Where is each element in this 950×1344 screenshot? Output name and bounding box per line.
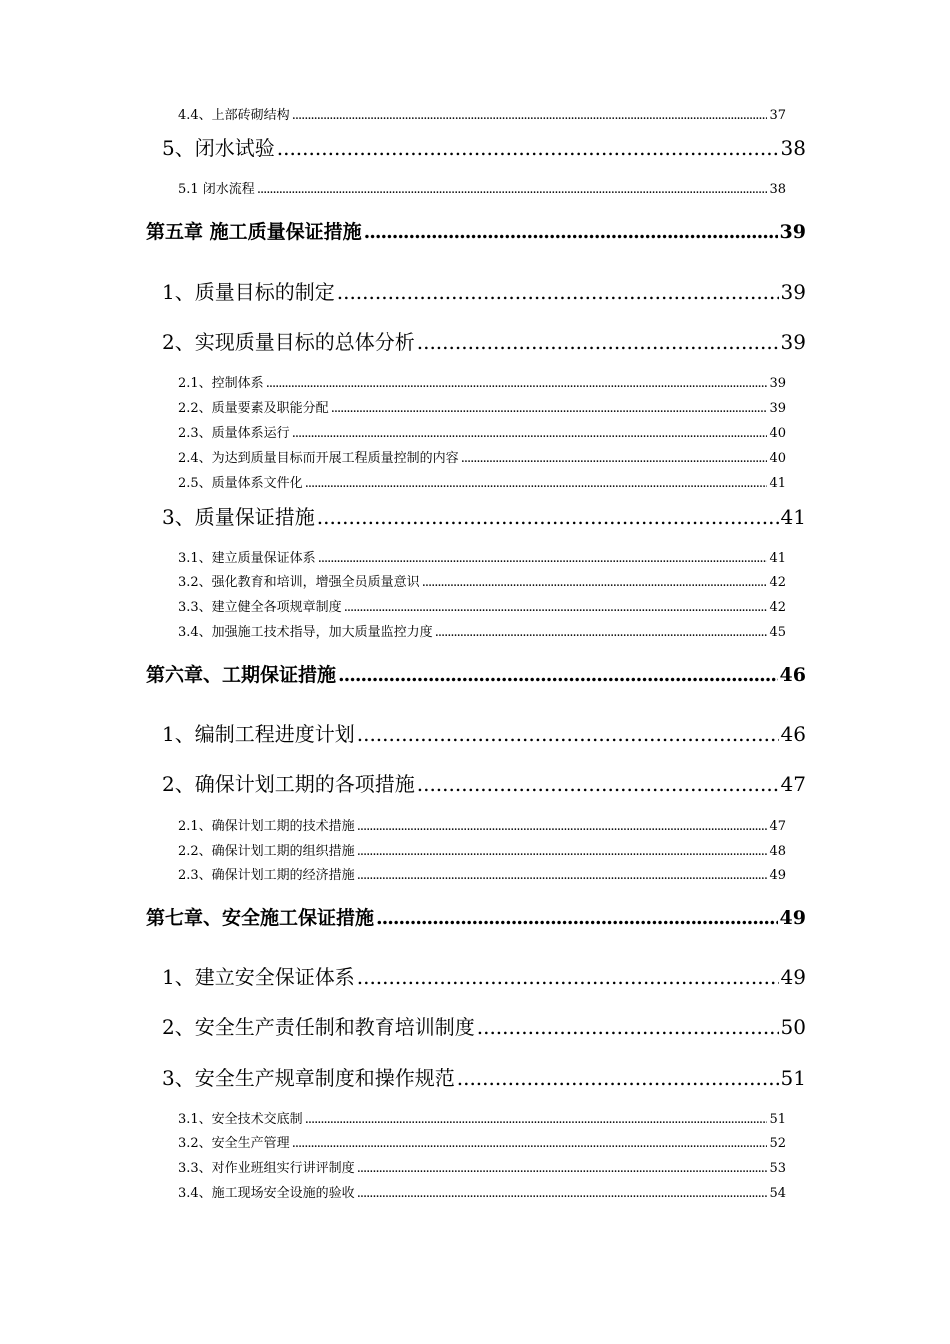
toc-subsection-entry[interactable] (178, 178, 786, 196)
toc-entry-title: 3、安全生产规章制度和操作规范 (162, 1066, 455, 1090)
toc-dot-leader (417, 772, 779, 796)
toc-entry-title: 4.4、上部砖砌结构 (178, 108, 290, 123)
toc-subsection-entry[interactable] (178, 1157, 786, 1175)
toc-entry-page-number: 42 (769, 575, 786, 590)
toc-dot-leader (357, 868, 768, 883)
toc-dot-leader (292, 1136, 768, 1151)
toc-entry-page-number: 37 (769, 108, 786, 123)
toc-entry-page-number: 49 (780, 965, 806, 989)
toc-subsection-entry[interactable] (178, 397, 786, 415)
toc-chapter-entry[interactable] (146, 903, 806, 929)
toc-dot-leader (357, 1161, 768, 1176)
toc-subsection-entry[interactable] (178, 1182, 786, 1200)
toc-entry-page-number: 39 (769, 401, 786, 416)
toc-entry-title: 2.1、确保计划工期的技术措施 (178, 819, 355, 834)
toc-entry-page-number: 49 (769, 868, 786, 883)
toc-subsection-entry[interactable] (178, 1132, 786, 1150)
toc-entry-page-number: 41 (769, 551, 786, 566)
toc-entry-title: 2.2、确保计划工期的组织措施 (178, 844, 355, 859)
toc-subsection-entry[interactable] (178, 104, 786, 122)
toc-dot-leader (337, 280, 779, 304)
toc-dot-leader (477, 1015, 779, 1039)
toc-entry-title: 2.4、为达到质量目标而开展工程质量控制的内容 (178, 451, 459, 466)
toc-section-entry[interactable] (162, 132, 806, 160)
toc-chapter-entry[interactable] (146, 660, 806, 686)
toc-section-entry[interactable] (162, 501, 806, 529)
toc-section-entry[interactable] (162, 768, 806, 796)
toc-entry-page-number: 41 (780, 505, 806, 529)
toc-dot-leader (435, 625, 768, 640)
toc-dot-leader (357, 819, 768, 834)
toc-entry-page-number: 46 (779, 664, 806, 686)
toc-entry-title: 1、质量目标的制定 (162, 280, 335, 304)
toc-subsection-entry[interactable] (178, 422, 786, 440)
toc-entry-title: 2.3、质量体系运行 (178, 426, 290, 441)
toc-dot-leader (317, 505, 779, 529)
toc-section-entry[interactable] (162, 1011, 806, 1039)
toc-entry-page-number: 40 (769, 426, 786, 441)
toc-dot-leader (364, 221, 778, 243)
toc-entry-page-number: 38 (769, 182, 786, 197)
toc-entry-page-number: 39 (769, 376, 786, 391)
toc-chapter-entry[interactable] (146, 217, 806, 243)
toc-entry-title: 第七章、安全施工保证措施 (146, 907, 375, 929)
toc-entry-page-number: 51 (780, 1066, 806, 1090)
toc-dot-leader (292, 426, 768, 441)
toc-entry-page-number: 50 (780, 1015, 806, 1039)
toc-entry-title: 5、闭水试验 (162, 136, 275, 160)
toc-section-entry[interactable] (162, 276, 806, 304)
toc-section-entry[interactable] (162, 961, 806, 989)
toc-subsection-entry[interactable] (178, 815, 786, 833)
toc-entry-page-number: 49 (779, 907, 806, 929)
toc-entry-page-number: 51 (769, 1112, 786, 1127)
toc-dot-leader (422, 575, 768, 590)
toc-entry-title: 3.1、建立质量保证体系 (178, 551, 316, 566)
toc-entry-page-number: 39 (780, 280, 806, 304)
toc-entry-page-number: 45 (769, 625, 786, 640)
toc-dot-leader (266, 376, 768, 391)
toc-dot-leader (344, 600, 768, 615)
toc-entry-page-number: 46 (780, 722, 806, 746)
toc-entry-page-number: 47 (780, 772, 806, 796)
toc-dot-leader (305, 476, 768, 491)
toc-entry-page-number: 48 (769, 844, 786, 859)
toc-entry-page-number: 47 (769, 819, 786, 834)
toc-entry-title: 2、确保计划工期的各项措施 (162, 772, 415, 796)
toc-dot-leader (357, 1186, 768, 1201)
toc-section-entry[interactable] (162, 326, 806, 354)
toc-subsection-entry[interactable] (178, 596, 786, 614)
toc-entry-title: 2、实现质量目标的总体分析 (162, 330, 415, 354)
toc-entry-title: 第五章 施工质量保证措施 (146, 221, 362, 243)
toc-entry-page-number: 53 (769, 1161, 786, 1176)
toc-dot-leader (357, 965, 779, 989)
toc-entry-title: 3.2、安全生产管理 (178, 1136, 290, 1151)
toc-subsection-entry[interactable] (178, 1108, 786, 1126)
toc-dot-leader (292, 108, 768, 123)
toc-dot-leader (417, 330, 779, 354)
toc-subsection-entry[interactable] (178, 864, 786, 882)
toc-entry-title: 3.2、强化教育和培训，增强全员质量意识 (178, 575, 420, 590)
toc-entry-title: 1、建立安全保证体系 (162, 965, 355, 989)
toc-entry-title: 2、安全生产责任制和教育培训制度 (162, 1015, 475, 1039)
toc-subsection-entry[interactable] (178, 621, 786, 639)
toc-entry-title: 2.5、质量体系文件化 (178, 476, 303, 491)
toc-entry-title: 3.1、安全技术交底制 (178, 1112, 303, 1127)
toc-entry-page-number: 39 (780, 330, 806, 354)
toc-subsection-entry[interactable] (178, 840, 786, 858)
toc-entry-title: 3.3、对作业班组实行讲评制度 (178, 1161, 355, 1176)
toc-dot-leader (376, 907, 778, 929)
toc-section-entry[interactable] (162, 718, 806, 746)
toc-dot-leader (461, 451, 768, 466)
toc-entry-title: 1、编制工程进度计划 (162, 722, 355, 746)
toc-dot-leader (338, 664, 778, 686)
toc-dot-leader (318, 551, 768, 566)
toc-subsection-entry[interactable] (178, 571, 786, 589)
toc-subsection-entry[interactable] (178, 547, 786, 565)
toc-entry-page-number: 52 (769, 1136, 786, 1151)
toc-section-entry[interactable] (162, 1062, 806, 1090)
toc-entry-title: 2.1、控制体系 (178, 376, 264, 391)
toc-dot-leader (357, 722, 779, 746)
toc-dot-leader (331, 401, 768, 416)
toc-entry-page-number: 54 (769, 1186, 786, 1201)
toc-dot-leader (257, 182, 768, 197)
toc-entry-page-number: 40 (769, 451, 786, 466)
toc-subsection-entry[interactable] (178, 472, 786, 490)
toc-entry-title: 2.2、质量要素及职能分配 (178, 401, 329, 416)
toc-entry-page-number: 39 (779, 221, 806, 243)
toc-entry-page-number: 42 (769, 600, 786, 615)
toc-entry-title: 3、质量保证措施 (162, 505, 315, 529)
toc-dot-leader (457, 1066, 779, 1090)
toc-entry-title: 3.4、施工现场安全设施的验收 (178, 1186, 355, 1201)
toc-entry-title: 3.3、建立健全各项规章制度 (178, 600, 342, 615)
toc-entry-title: 3.4、加强施工技术指导，加大质量监控力度 (178, 625, 433, 640)
toc-dot-leader (357, 844, 768, 859)
toc-subsection-entry[interactable] (178, 447, 786, 465)
toc-dot-leader (277, 136, 779, 160)
toc-entry-title: 2.3、确保计划工期的经济措施 (178, 868, 355, 883)
toc-entry-title: 5.1 闭水流程 (178, 182, 255, 197)
toc-entry-page-number: 41 (769, 476, 786, 491)
toc-subsection-entry[interactable] (178, 372, 786, 390)
toc-dot-leader (305, 1112, 768, 1127)
toc-entry-title: 第六章、工期保证措施 (146, 664, 337, 686)
toc-entry-page-number: 38 (780, 136, 806, 160)
